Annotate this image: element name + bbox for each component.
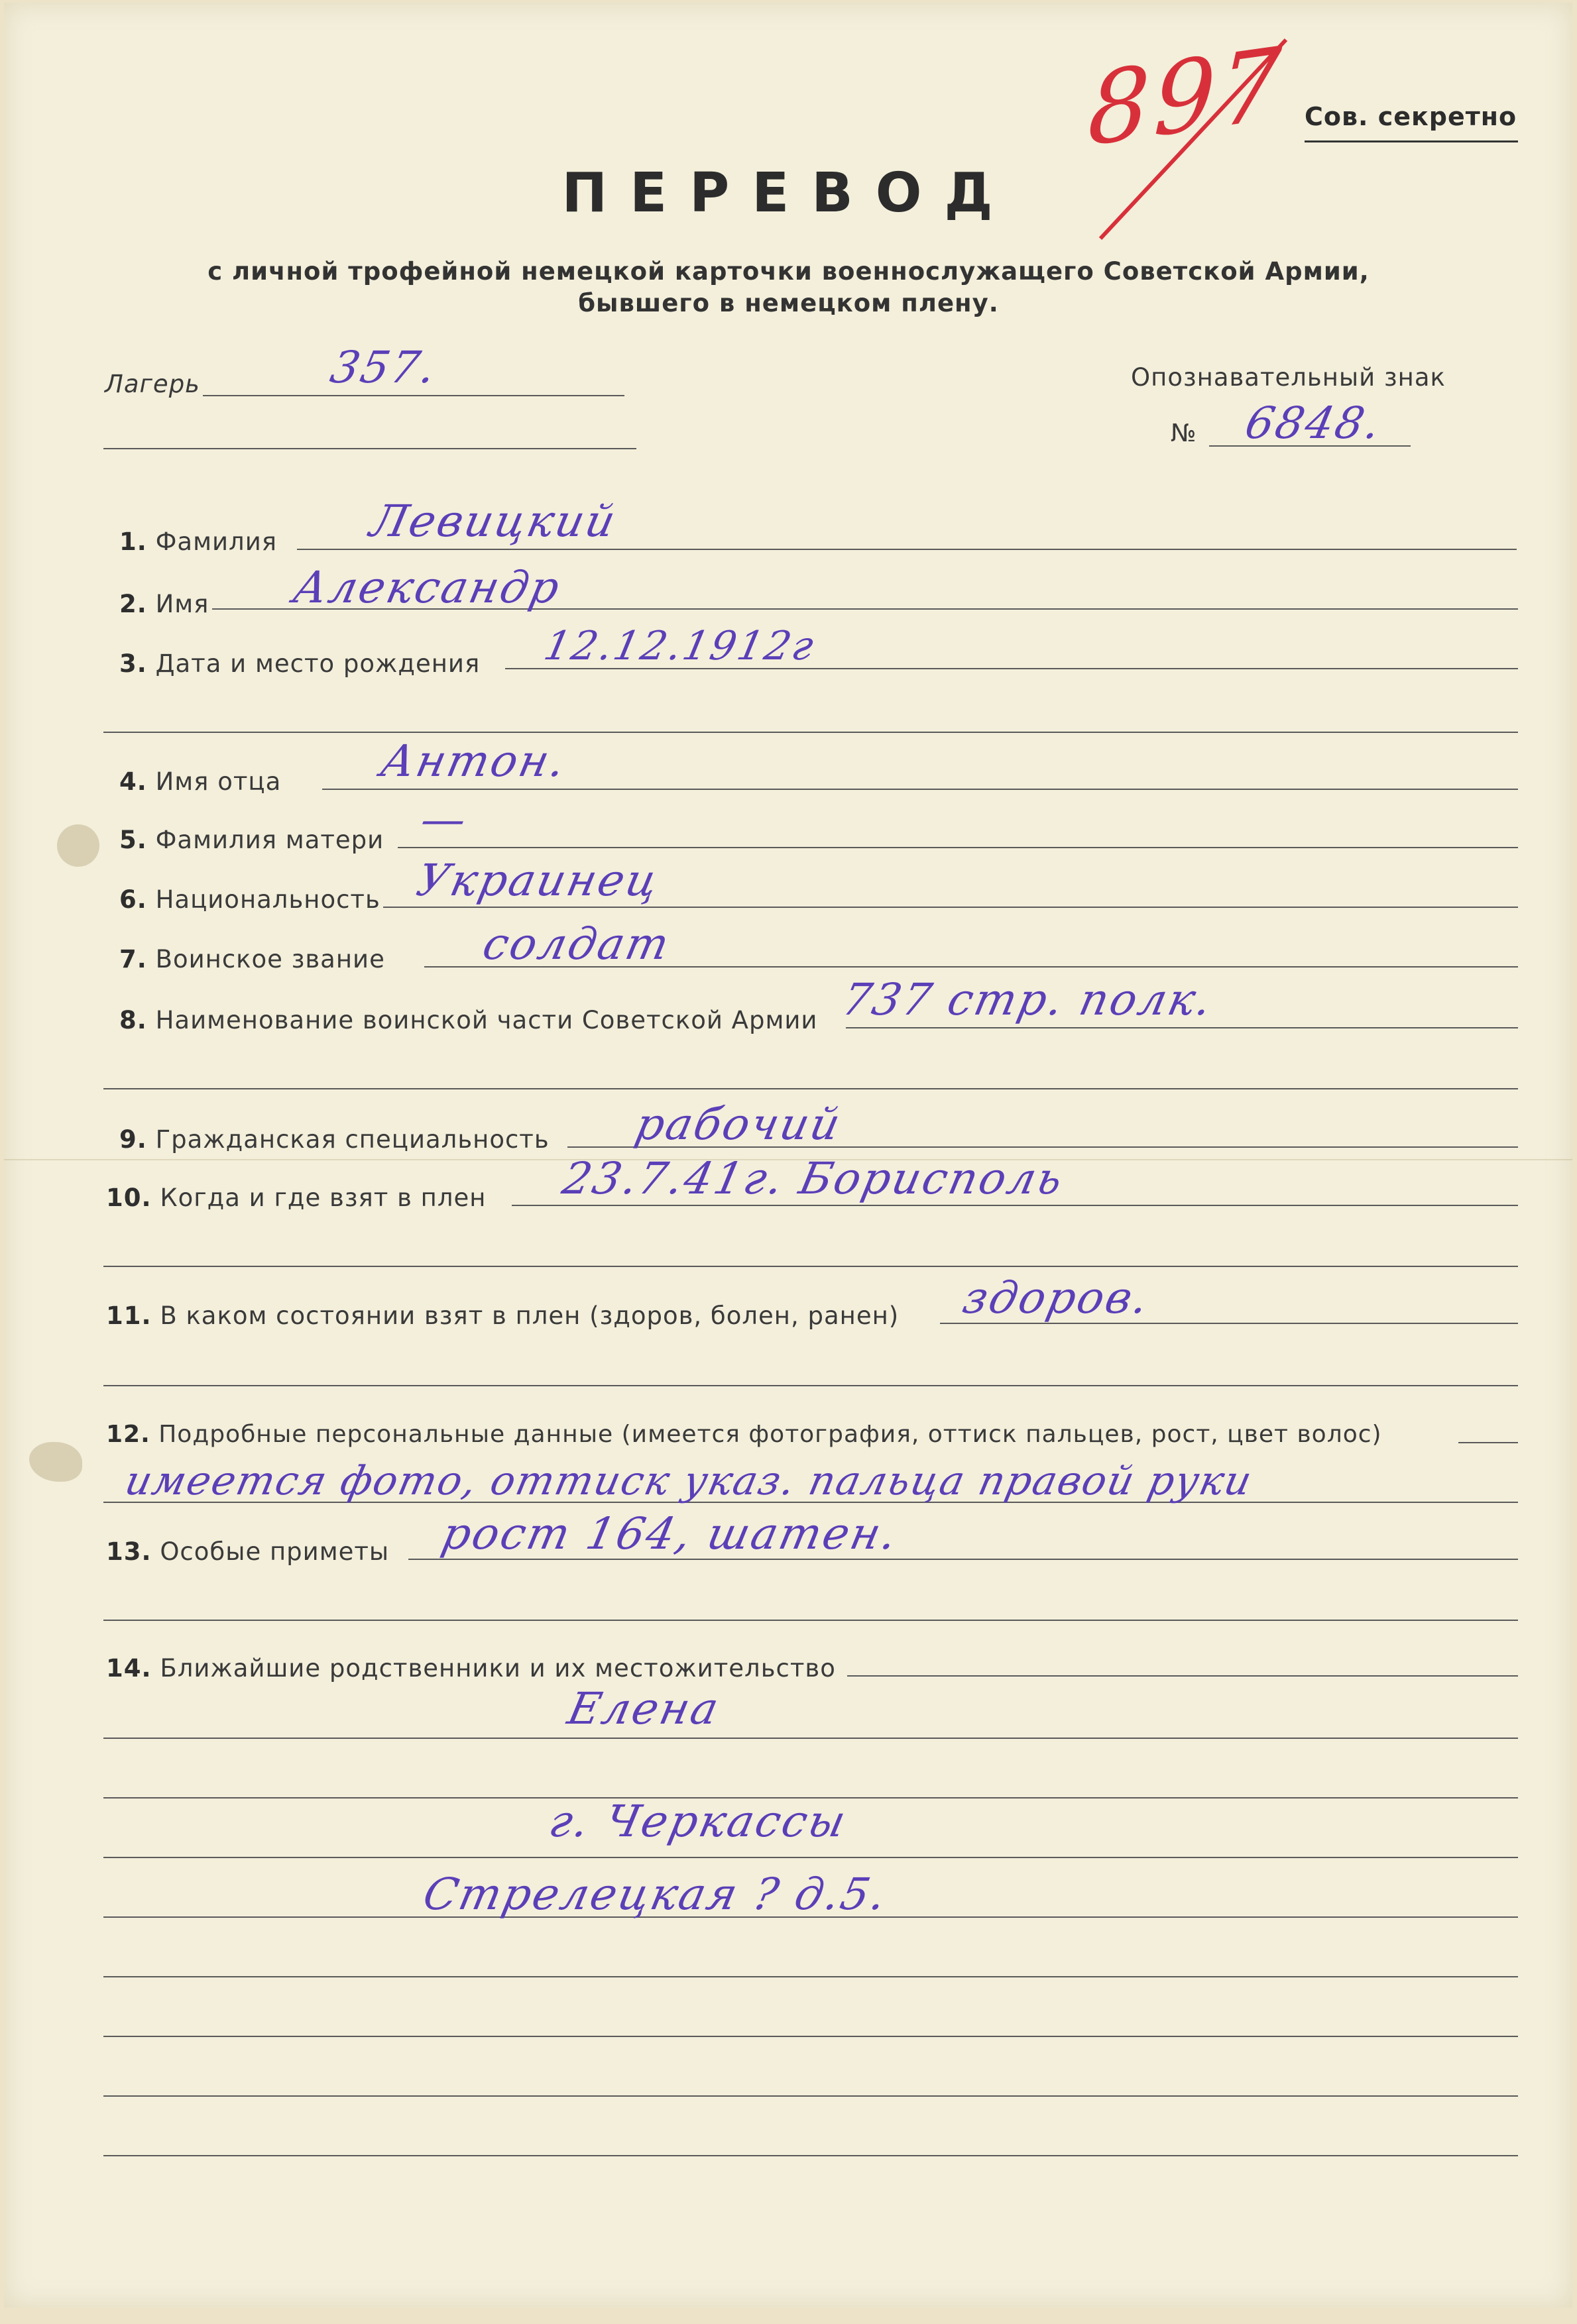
field-1-line bbox=[297, 549, 1517, 550]
camp-value: 357. bbox=[325, 342, 443, 393]
camp-line-2 bbox=[103, 448, 636, 449]
field-5-line bbox=[398, 847, 1518, 848]
field-10-line bbox=[512, 1205, 1518, 1206]
field-14-label-row: 14. Ближайшие родственники и их местожительство bbox=[106, 1654, 836, 1683]
field-10-value: 23.7.41г. Борисполь bbox=[557, 1153, 1069, 1204]
relatives-line-7 bbox=[103, 2095, 1518, 2097]
relatives-line-6 bbox=[103, 2036, 1518, 2037]
field-5-label-row: 5. Фамилия матери bbox=[119, 826, 384, 854]
field-8-line-2 bbox=[103, 1088, 1518, 1089]
field-14-line bbox=[847, 1675, 1518, 1677]
field-9-label-row: 9. Гражданская специальность bbox=[119, 1125, 550, 1154]
field-6-value: Украинец bbox=[412, 855, 664, 906]
relative-city: г. Черкассы bbox=[544, 1796, 852, 1847]
id-tag-value: 6848. bbox=[1240, 398, 1387, 449]
classification-underline bbox=[1305, 140, 1518, 142]
camp-label: Лагерь bbox=[105, 370, 200, 398]
field-1-value: Левицкий bbox=[365, 496, 622, 547]
field-3-label-row: 3. Дата и место рождения bbox=[119, 649, 481, 678]
field-12-value: имеется фото, оттиск указ. пальца правой руки bbox=[121, 1458, 1257, 1504]
field-4-line bbox=[322, 789, 1518, 790]
field-4-value: Антон. bbox=[376, 736, 572, 787]
case-number-handwritten: 897 bbox=[1086, 25, 1288, 169]
relatives-line-8 bbox=[103, 2155, 1518, 2156]
relative-address: Стрелецкая ? д.5. bbox=[418, 1869, 893, 1920]
field-13-value: рост 164, шатен. bbox=[437, 1508, 904, 1559]
field-13-label-row: 13. Особые приметы bbox=[106, 1537, 390, 1566]
document-title: ПЕРЕВОД bbox=[561, 162, 1016, 225]
camp-line bbox=[203, 395, 624, 396]
field-4-label-row: 4. Имя отца bbox=[119, 767, 282, 796]
field-10-line-2 bbox=[103, 1266, 1518, 1267]
field-3-value: 12.12.1912г bbox=[540, 623, 820, 669]
field-7-value: солдат bbox=[478, 918, 675, 969]
id-tag-label: Опознавательный знак bbox=[1131, 363, 1446, 392]
field-11-label-row: 11. В каком состоянии взят в плен (здоров, болен, ранен) bbox=[106, 1301, 900, 1330]
field-13-line-2 bbox=[103, 1620, 1518, 1621]
relative-name: Елена bbox=[563, 1683, 725, 1734]
field-8-label-row: 8. Наименование воинской части Советской Армии bbox=[119, 1006, 818, 1034]
field-8-value: 737 стр. полк. bbox=[837, 974, 1218, 1025]
classification-stamp: Сов. секретно bbox=[1305, 102, 1517, 131]
field-1-label-row: 1. Фамилия bbox=[119, 527, 278, 556]
field-6-line bbox=[383, 907, 1518, 908]
document-subtitle-line1: с личной трофейной немецкой карточки военнослужащего Советской Армии, bbox=[207, 257, 1370, 286]
field-2-value: Александр bbox=[288, 562, 566, 613]
field-9-value: рабочий bbox=[630, 1099, 847, 1150]
relatives-line-1 bbox=[103, 1738, 1518, 1739]
field-5-value: — bbox=[416, 794, 473, 845]
field-7-label-row: 7. Воинское звание bbox=[119, 945, 385, 973]
field-12-line bbox=[1458, 1442, 1518, 1443]
document-subtitle-line2: бывшего в немецком плену. bbox=[578, 289, 999, 317]
id-tag-no-label: № bbox=[1171, 419, 1197, 447]
field-6-label-row: 6. Национальность bbox=[119, 885, 380, 914]
relatives-line-5 bbox=[103, 1976, 1518, 1977]
field-3-line-2 bbox=[103, 732, 1518, 733]
field-12-label-row: 12. Подробные персональные данные (имеется фотография, оттиск пальцев, рост, цвет волос) bbox=[106, 1421, 1382, 1448]
field-10-label-row: 10. Когда и где взят в плен bbox=[106, 1184, 487, 1212]
field-11-value: здоров. bbox=[958, 1272, 1155, 1323]
field-8-line bbox=[846, 1027, 1518, 1028]
field-2-label-row: 2. Имя bbox=[119, 590, 209, 618]
relatives-line-3 bbox=[103, 1857, 1518, 1858]
field-11-line-2 bbox=[103, 1385, 1518, 1386]
punch-hole-top bbox=[57, 824, 99, 867]
